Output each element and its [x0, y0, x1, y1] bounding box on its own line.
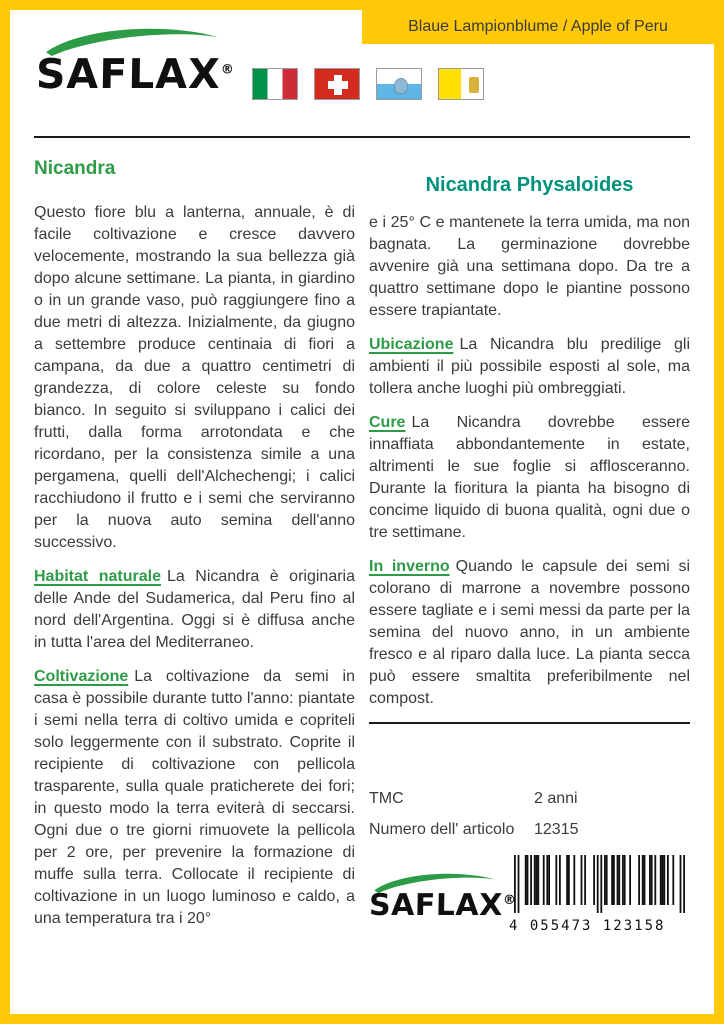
section-habitat	[34, 566, 355, 654]
content-columns	[10, 138, 714, 942]
header	[10, 10, 714, 138]
logo-text: SAFLAX®	[368, 888, 517, 923]
section-heading: Cure	[369, 414, 406, 431]
switzerland-flag-icon	[314, 68, 360, 100]
san-marino-flag-icon	[376, 68, 422, 100]
section-text: Quando le capsule dei semi si colorano di marrone a novembre possono essere tagliate e i semi messi da parte per la semina del nuovo anno, in un ambiente fresco e al riparo dalla luce. La pianta secca può essere smaltita preferibilmente nel compost.	[369, 558, 691, 707]
section-text: La Nicandra blu predilige gli ambienti il più possibile esposti al sole, ma tollera anche luoghi più ombreggiati.	[369, 336, 690, 397]
section-cure	[369, 412, 690, 544]
section-text: La Nicandra è originaria delle Ande del Sudamerica, dal Peru fino al nord dell'Argentina. Oggi si è diffusa anche in tutta l'area del Mediterraneo.	[34, 568, 355, 651]
intro-paragraph: Questo fiore blu a lanterna, annuale, è di facile coltivazione e cresce davvero velocemente, mostrando la sua bellezza già dopo alcune settimane. La pianta, in giardino o in un grande vaso, può raggiungere fino a due metri di altezza. Inizialmente, da giugno a settembre produce centinaia di fiori a campana, da due a quattro centimetri di grandezza, di colore celeste su fondo bianco. In seguito si sviluppano i calici dei frutti, dalla forma arrotondata e che ricordano, per la consistenza simile a una pergamena, quelli dell'Alchechengi; i calici racchiudono il frutto e i semi che serviranno per la nuova auto semina dell'anno successivo.	[34, 204, 355, 551]
registered-mark: ®	[220, 62, 235, 78]
section-in-inverno	[369, 556, 690, 710]
article-number-label: Numero dell' articolo	[369, 821, 515, 838]
saflax-logo-small	[368, 855, 517, 923]
logo-text: SAFLAX®	[35, 50, 235, 98]
section-ubicazione	[369, 334, 690, 400]
footer-bottom-row	[369, 855, 690, 937]
section-heading: Coltivazione	[34, 668, 129, 685]
registered-mark: ®	[502, 893, 517, 908]
latin-name-title: Nicandra Physaloides	[425, 174, 634, 196]
tmc-value: 2 anni	[534, 790, 578, 807]
continuation-paragraph: e i 25° C e mantenete la terra umida, ma non bagnata. La germinazione dovrebbe avvenire già una settimana dopo. Da tre a quattro settimane dopo le piantine possono essere trapiantate.	[369, 214, 690, 319]
section-text: La Nicandra dovrebbe essere innaffiata abbondantemente in estate, altrimenti le sue foglie si afflosceranno. Durante la fioritura la pianta ha bisogno di concime liquido di buona qualità, ogni due o tre settimane.	[369, 414, 690, 541]
section-heading: Habitat naturale	[34, 568, 161, 585]
section-coltivazione	[34, 666, 355, 930]
section-heading: Ubicazione	[369, 336, 454, 353]
left-column	[34, 146, 355, 942]
footer-divider	[369, 722, 690, 724]
page-title: Nicandra	[34, 158, 116, 179]
product-meta	[369, 788, 690, 841]
header-divider	[34, 136, 690, 138]
variety-banner	[362, 10, 714, 44]
variety-banner-text: Blaue Lampionblume / Apple of Peru	[408, 18, 668, 35]
barcode	[509, 855, 691, 937]
section-heading: In inverno	[369, 558, 450, 575]
italy-flag-icon	[252, 68, 298, 100]
tmc-label: TMC	[369, 790, 404, 807]
saflax-logo	[35, 22, 246, 98]
section-text: La coltivazione da semi in casa è possibile durante tutto l'anno: piantate i semi nella terra di coltivo umida e copriteli solo leggermente con il substrato. Coprite il recipiente di coltivazione con pellicola trasparente, sulla quale praticherete dei fori; in questo modo la terra eviterà di seccarsi. Ogni due o tre giorni rimuovete la pellicola per 2 ore, per prevenire la formazione di muffe sulla terra. Collocate il recipiente di coltivazione in un luogo luminoso e caldo, a una temperatura tra i 20°	[34, 668, 355, 927]
vatican-flag-icon	[438, 68, 484, 100]
barcode-bars	[509, 855, 691, 915]
meta-row-tmc	[369, 788, 690, 810]
article-number-value: 12315	[534, 821, 579, 838]
barcode-number: 4 055473 123158	[509, 918, 666, 934]
meta-row-article	[369, 819, 690, 841]
right-column	[369, 146, 690, 942]
flags-row	[252, 68, 484, 100]
